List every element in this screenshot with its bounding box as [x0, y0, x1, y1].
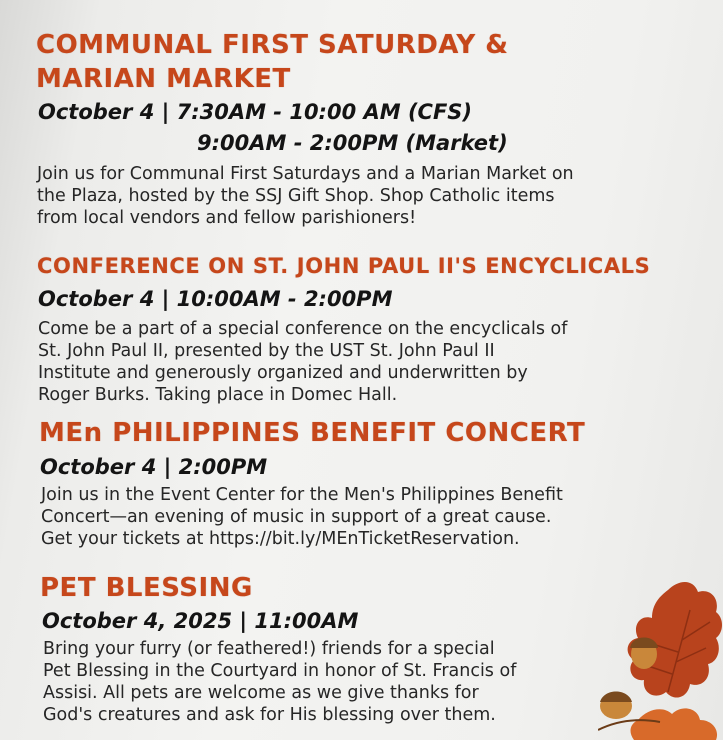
event-1-description: [37, 163, 574, 229]
autumn-leaves-icon: [598, 570, 723, 740]
event-4-description-line: Pet Blessing in the Courtyard in honor of St. Francis of: [43, 661, 517, 681]
event-3-description: [41, 484, 563, 550]
event-3-title: MEn PHILIPPINES BENEFIT CONCERT: [39, 418, 586, 448]
event-1-description-line: from local vendors and fellow parishioners!: [37, 208, 417, 228]
event-1-date-line-1: October 4 | 7:30AM - 10:00 AM (CFS): [38, 100, 473, 124]
event-2-description: [38, 318, 567, 406]
event-2-title: CONFERENCE ON ST. JOHN PAUL II'S ENCYCLICALS: [37, 254, 651, 278]
event-3-description-line: Concert—an evening of music in support of a great cause.: [41, 507, 552, 527]
event-1-date-line-2: 9:00AM - 2:00PM (Market): [197, 131, 508, 155]
event-4-description-line: God's creatures and ask for His blessing over them.: [43, 705, 496, 725]
event-3-description-line: Get your tickets at https://bit.ly/MEnTicketReservation.: [41, 529, 520, 549]
event-4-title: PET BLESSING: [40, 573, 253, 603]
event-4-description-line: Assisi. All pets are welcome as we give thanks for: [43, 683, 479, 703]
maple-leaf-shape: [631, 708, 718, 740]
event-1-description-line: Join us for Communal First Saturdays and a Marian Market on: [37, 164, 574, 184]
acorn-2-cap: [600, 692, 632, 703]
event-4-date: October 4, 2025 | 11:00AM: [42, 609, 359, 633]
event-2-description-line: Come be a part of a special conference on the encyclicals of: [38, 319, 568, 339]
event-3-description-line: Join us in the Event Center for the Men's Philippines Benefit: [41, 485, 563, 505]
event-2-description-line: Institute and generously organized and underwritten by: [38, 363, 528, 383]
event-1-title-line-1: COMMUNAL FIRST SATURDAY &: [36, 30, 509, 60]
event-3-date: October 4 | 2:00PM: [40, 455, 268, 479]
event-2-description-line: Roger Burks. Taking place in Domec Hall.: [38, 385, 398, 405]
event-4-description: [43, 638, 516, 726]
event-4-description-line: Bring your furry (or feathered!) friends for a special: [43, 639, 495, 659]
event-1-description-line: the Plaza, hosted by the SSJ Gift Shop. Shop Catholic items: [37, 186, 555, 206]
event-1-title-line-2: MARIAN MARKET: [36, 64, 291, 94]
event-2-description-line: St. John Paul II, presented by the UST St. John Paul II: [38, 341, 495, 361]
event-2-date: October 4 | 10:00AM - 2:00PM: [38, 287, 393, 311]
